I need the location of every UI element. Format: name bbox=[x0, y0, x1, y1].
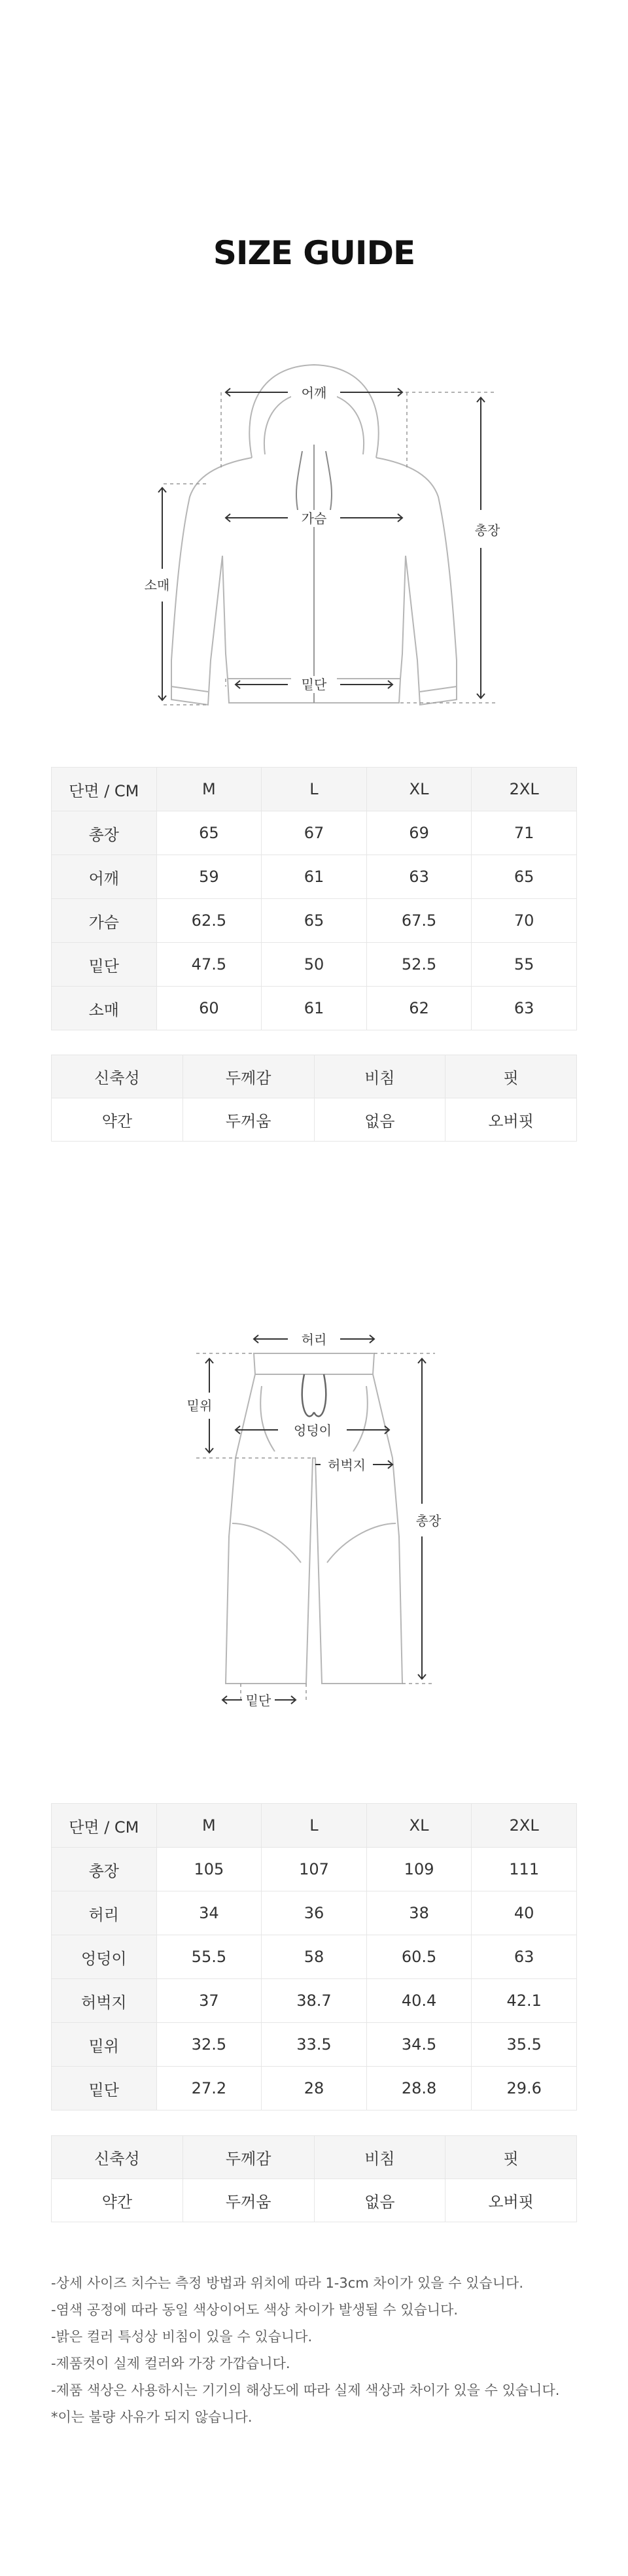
note-item: -상세 사이즈 치수는 측정 방법과 위치에 따라 1-3cm 차이가 있을 수 있습니다. bbox=[51, 2275, 523, 2291]
table-cell: 67.5 bbox=[366, 899, 472, 943]
attr-header: 비침 bbox=[314, 1055, 445, 1098]
right-knee-seam bbox=[327, 1523, 396, 1563]
pants-outline bbox=[226, 1374, 402, 1684]
bottom-size-table bbox=[51, 1803, 577, 2110]
col-header: L bbox=[262, 768, 367, 811]
attr-header: 두께감 bbox=[183, 1055, 314, 1098]
row-header: 총장 bbox=[52, 1848, 157, 1891]
table-row bbox=[52, 1979, 577, 2023]
care-notes bbox=[51, 2270, 587, 2431]
page-title: SIZE GUIDE bbox=[213, 234, 415, 272]
col-header: XL bbox=[366, 1804, 472, 1848]
table-cell: 34 bbox=[156, 1891, 262, 1935]
table-row bbox=[52, 1848, 577, 1891]
attr-value: 약간 bbox=[52, 1098, 183, 1142]
left-pocket bbox=[260, 1386, 275, 1451]
col-header: 2XL bbox=[472, 1804, 577, 1848]
table-cell: 63 bbox=[472, 1935, 577, 1979]
attr-value: 두꺼움 bbox=[183, 1098, 314, 1142]
table-row bbox=[52, 899, 577, 943]
pants-diagram bbox=[0, 1327, 628, 1726]
table-cell: 62.5 bbox=[156, 899, 262, 943]
hoodie-svg bbox=[0, 347, 628, 726]
attr-header: 두께감 bbox=[183, 2136, 314, 2179]
table-cell: 61 bbox=[262, 987, 367, 1030]
drawstring-right bbox=[314, 1374, 326, 1416]
row-header: 엉덩이 bbox=[52, 1935, 157, 1979]
table-cell: 40.4 bbox=[366, 1979, 472, 2023]
table-row bbox=[52, 1098, 577, 1142]
length-label: 총장 bbox=[474, 522, 500, 538]
attr-value: 없음 bbox=[314, 1098, 445, 1142]
drawstring-left bbox=[296, 451, 302, 510]
table-cell: 55.5 bbox=[156, 1935, 262, 1979]
table-cell: 59 bbox=[156, 855, 262, 899]
table-cell: 28 bbox=[262, 2067, 367, 2110]
waistband bbox=[254, 1353, 374, 1374]
note-item: -밝은 컬러 특성상 비침이 있을 수 있습니다. bbox=[51, 2329, 313, 2345]
table-cell: 70 bbox=[472, 899, 577, 943]
table-cell: 33.5 bbox=[262, 2023, 367, 2067]
thigh-label: 허벅지 bbox=[328, 1457, 366, 1473]
table-cell: 52.5 bbox=[366, 943, 472, 987]
attr-header: 비침 bbox=[314, 2136, 445, 2179]
table-cell: 65 bbox=[262, 899, 367, 943]
hem-label: 밑단 bbox=[245, 1693, 271, 1708]
table-cell: 27.2 bbox=[156, 2067, 262, 2110]
attr-value: 약간 bbox=[52, 2179, 183, 2222]
attr-value: 오버핏 bbox=[445, 1098, 577, 1142]
table-row bbox=[52, 1935, 577, 1979]
length-label: 총장 bbox=[415, 1513, 442, 1529]
row-header: 가슴 bbox=[52, 899, 157, 943]
table-cell: 37 bbox=[156, 1979, 262, 2023]
table-cell: 29.6 bbox=[472, 2067, 577, 2110]
left-cuff-line bbox=[171, 686, 208, 692]
right-pocket bbox=[353, 1386, 368, 1451]
table-cell: 105 bbox=[156, 1848, 262, 1891]
col-header: 단면 / CM bbox=[52, 1804, 157, 1848]
col-header: L bbox=[262, 1804, 367, 1848]
col-header: M bbox=[156, 768, 262, 811]
bottom-attribute-table bbox=[51, 2135, 577, 2222]
table-cell: 47.5 bbox=[156, 943, 262, 987]
note-item: *이는 불량 사유가 되지 않습니다. bbox=[51, 2409, 253, 2425]
row-header: 밑위 bbox=[52, 2023, 157, 2067]
chest-label: 가슴 bbox=[301, 511, 327, 526]
col-header: XL bbox=[366, 768, 472, 811]
hem-label: 밑단 bbox=[301, 677, 327, 692]
table-cell: 35.5 bbox=[472, 2023, 577, 2067]
table-cell: 107 bbox=[262, 1848, 367, 1891]
table-cell: 65 bbox=[156, 811, 262, 855]
table-cell: 71 bbox=[472, 811, 577, 855]
table-cell: 58 bbox=[262, 1935, 367, 1979]
row-header: 허벅지 bbox=[52, 1979, 157, 2023]
table-cell: 111 bbox=[472, 1848, 577, 1891]
shoulder-label: 어깨 bbox=[301, 385, 327, 401]
table-cell: 61 bbox=[262, 855, 367, 899]
drawstring-left bbox=[302, 1374, 314, 1416]
row-header: 밑단 bbox=[52, 2067, 157, 2110]
attr-value: 오버핏 bbox=[445, 2179, 577, 2222]
table-cell: 60.5 bbox=[366, 1935, 472, 1979]
table-cell: 38.7 bbox=[262, 1979, 367, 2023]
row-header: 밑단 bbox=[52, 943, 157, 987]
table-cell: 60 bbox=[156, 987, 262, 1030]
table-cell: 36 bbox=[262, 1891, 367, 1935]
table-cell: 55 bbox=[472, 943, 577, 987]
hoodie-diagram bbox=[0, 347, 628, 726]
table-row bbox=[52, 2179, 577, 2222]
table-cell: 65 bbox=[472, 855, 577, 899]
table-cell: 40 bbox=[472, 1891, 577, 1935]
right-cuff-line bbox=[420, 686, 457, 692]
table-cell: 62 bbox=[366, 987, 472, 1030]
col-header: 단면 / CM bbox=[52, 768, 157, 811]
attr-header: 신축성 bbox=[52, 1055, 183, 1098]
table-cell: 69 bbox=[366, 811, 472, 855]
table-cell: 109 bbox=[366, 1848, 472, 1891]
row-header: 총장 bbox=[52, 811, 157, 855]
table-cell: 38 bbox=[366, 1891, 472, 1935]
table-cell: 63 bbox=[366, 855, 472, 899]
col-header: M bbox=[156, 1804, 262, 1848]
drawstring-right bbox=[326, 451, 332, 510]
table-cell: 63 bbox=[472, 987, 577, 1030]
table-cell: 28.8 bbox=[366, 2067, 472, 2110]
attr-value: 없음 bbox=[314, 2179, 445, 2222]
hip-label: 엉덩이 bbox=[294, 1423, 332, 1438]
row-header: 소매 bbox=[52, 987, 157, 1030]
note-item: -제품컷이 실제 컬러와 가장 가깝습니다. bbox=[51, 2356, 290, 2371]
note-item: -염색 공정에 따라 동일 색상이어도 색상 차이가 발생될 수 있습니다. bbox=[51, 2302, 459, 2318]
row-header: 어깨 bbox=[52, 855, 157, 899]
note-item: -제품 색상은 사용하시는 기기의 해상도에 따라 실제 색상과 차이가 있을 수 있습니다. bbox=[51, 2382, 560, 2398]
table-row bbox=[52, 987, 577, 1030]
table-row bbox=[52, 1891, 577, 1935]
table-row bbox=[52, 2067, 577, 2110]
top-size-table bbox=[51, 767, 577, 1030]
table-row bbox=[52, 943, 577, 987]
left-knee-seam bbox=[232, 1523, 301, 1563]
attr-header: 핏 bbox=[445, 1055, 577, 1098]
table-cell: 42.1 bbox=[472, 1979, 577, 2023]
table-cell: 34.5 bbox=[366, 2023, 472, 2067]
pants-svg bbox=[0, 1327, 628, 1726]
table-cell: 50 bbox=[262, 943, 367, 987]
hood-outline bbox=[249, 365, 378, 458]
table-row bbox=[52, 811, 577, 855]
table-row bbox=[52, 2023, 577, 2067]
attr-header: 신축성 bbox=[52, 2136, 183, 2179]
table-cell: 32.5 bbox=[156, 2023, 262, 2067]
table-cell: 67 bbox=[262, 811, 367, 855]
table-row bbox=[52, 855, 577, 899]
attr-value: 두꺼움 bbox=[183, 2179, 314, 2222]
rise-label: 밑위 bbox=[186, 1398, 213, 1414]
waist-label: 허리 bbox=[301, 1332, 327, 1347]
attr-header: 핏 bbox=[445, 2136, 577, 2179]
sleeve-label: 소매 bbox=[144, 577, 170, 593]
col-header: 2XL bbox=[472, 768, 577, 811]
top-attribute-table bbox=[51, 1055, 577, 1142]
row-header: 허리 bbox=[52, 1891, 157, 1935]
